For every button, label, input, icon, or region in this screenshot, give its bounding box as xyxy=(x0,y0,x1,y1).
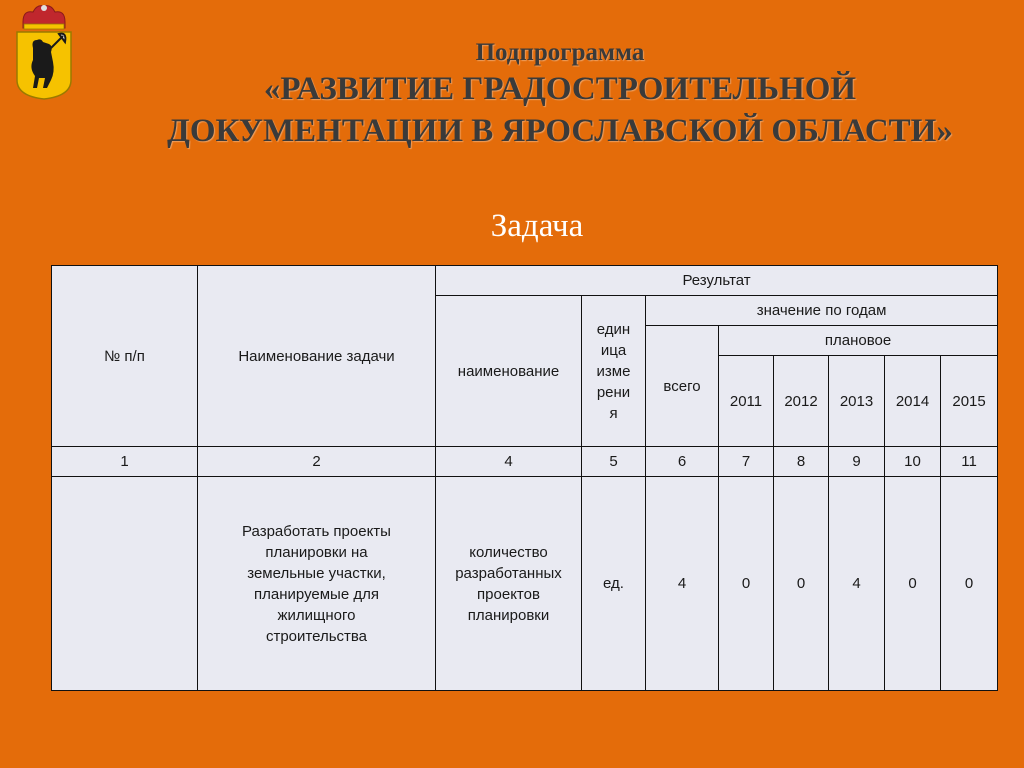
unit-line: един xyxy=(596,320,631,338)
row-year-2014: 0 xyxy=(885,477,941,691)
header-planned: плановое xyxy=(719,326,998,356)
title-line-1: Подпрограмма xyxy=(475,39,645,66)
name-line: проектов xyxy=(477,585,540,603)
column-number: 1 xyxy=(52,447,198,477)
header-total: всего xyxy=(646,326,719,447)
column-number: 11 xyxy=(941,447,998,477)
header-year-2013: 2013 xyxy=(829,356,885,447)
row-year-2011: 0 xyxy=(719,477,774,691)
task-line: жилищного xyxy=(277,606,356,624)
header-num: № п/п xyxy=(52,266,198,447)
title-line-3: ДОКУМЕНТАЦИИ В ЯРОСЛАВСКОЙ ОБЛАСТИ» xyxy=(167,113,953,149)
header-name: наименование xyxy=(436,296,582,447)
column-number-row xyxy=(52,447,998,477)
slide-subtitle: Задача xyxy=(490,208,584,244)
column-number: 9 xyxy=(829,447,885,477)
task-line: планируемые для xyxy=(254,585,379,603)
column-number: 5 xyxy=(582,447,646,477)
header-unit xyxy=(582,296,646,447)
row-year-2012: 0 xyxy=(774,477,829,691)
name-line: количество xyxy=(469,543,548,561)
row-year-2013: 4 xyxy=(829,477,885,691)
unit-line: изме xyxy=(596,362,631,380)
column-number: 8 xyxy=(774,447,829,477)
task-line: строительства xyxy=(265,627,368,645)
name-line: планировки xyxy=(467,606,550,624)
header-values-by-year: значение по годам xyxy=(646,296,998,326)
unit-line: ица xyxy=(600,341,627,359)
header-year-2012: 2012 xyxy=(774,356,829,447)
header-result: Результат xyxy=(436,266,998,296)
column-number: 2 xyxy=(198,447,436,477)
column-number: 6 xyxy=(646,447,719,477)
slide-title xyxy=(120,38,1000,152)
task-line: Разработать проекты xyxy=(242,522,391,540)
title-line-2: «РАЗВИТИЕ ГРАДОСТРОИТЕЛЬНОЙ xyxy=(263,71,857,107)
task-line: планировки на xyxy=(265,543,368,561)
header-task-name: Наименование задачи xyxy=(198,266,436,447)
row-unit: ед. xyxy=(582,477,646,691)
column-number: 10 xyxy=(885,447,941,477)
header-year-2015: 2015 xyxy=(941,356,998,447)
unit-line: рени xyxy=(596,383,631,401)
row-total: 4 xyxy=(646,477,719,691)
table-row xyxy=(52,477,998,691)
task-line: земельные участки, xyxy=(247,564,386,582)
row-year-2015: 0 xyxy=(941,477,998,691)
header-year-2014: 2014 xyxy=(885,356,941,447)
header-year-2011: 2011 xyxy=(719,356,774,447)
row-indicator-name xyxy=(436,477,582,691)
yaroslavl-coat-of-arms-icon xyxy=(15,2,73,100)
row-num xyxy=(52,477,198,691)
row-task-name xyxy=(198,477,436,691)
name-line: разработанных xyxy=(455,564,562,582)
column-number: 7 xyxy=(719,447,774,477)
column-number: 4 xyxy=(436,447,582,477)
unit-line: я xyxy=(609,404,618,422)
task-table xyxy=(51,265,998,691)
